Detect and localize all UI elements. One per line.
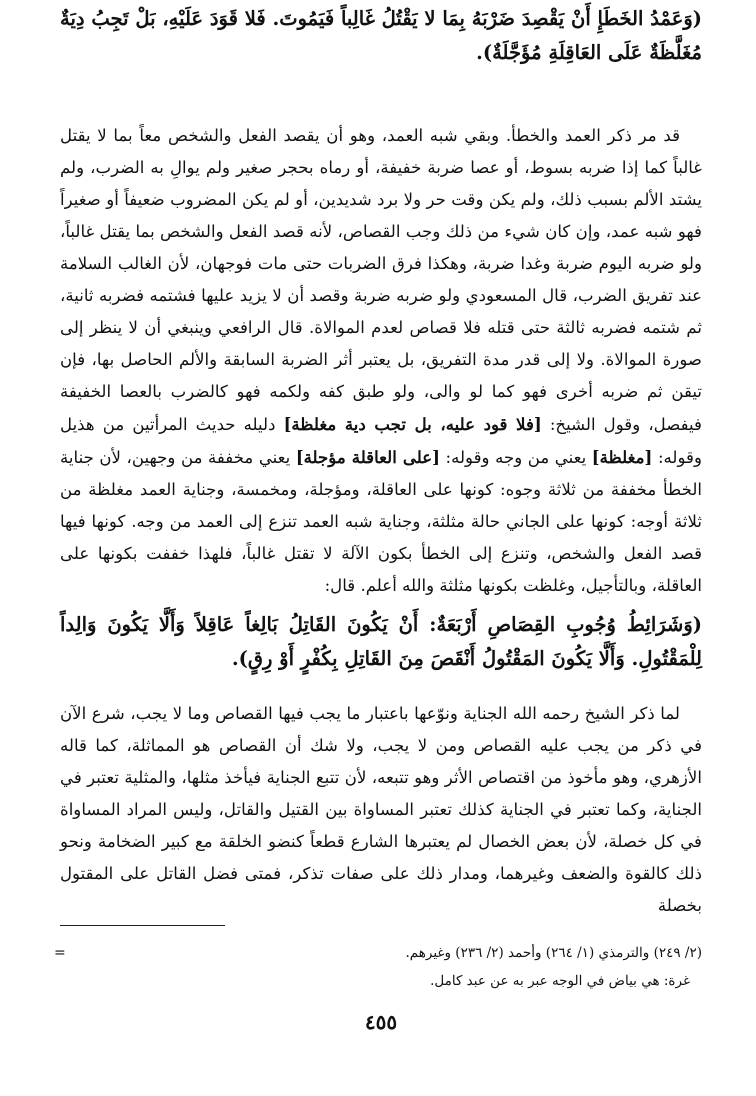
- commentary-text: دليله حديث المرأتين من هذيل وقوله:: [60, 415, 702, 467]
- page-number: ٤٥٥: [364, 1010, 398, 1034]
- quoted-matn: [على العاقلة مؤجلة]: [295, 447, 440, 467]
- commentary-paragraph-2: لما ذكر الشيخ رحمه الله الجناية ونوّعها باعتبار ما يجب فيها القصاص وما لا يجب، شرع الآن في ذكر من يجب عليه القصاص ومن لا يجب، ولا شك أن القصاص هو المماثلة، كما قاله الأزهري، وهو مأخوذ من اقتصاص الأثر وهو تتبعه، لأن تتبع الجناية فيأخذ مثلها، والمثلية تعتبر في الجناية، وكما تعتبر في الجناية كذلك تعتبر المساواة بين القتيل والقاتل، وليس المراد المساواة في كل خصلة، لأن بعض الخصال لم يعتبرها الشارع قطعاً كنضو الخلقة مع كبير الضخامة ونحو ذلك كالقوة والضعف وغيرهما، ومدار ذلك على صفات تذكر، فمتى فضل القاتل على المقتول بخصلة: [60, 704, 702, 915]
- footnote-text: (٢/ ٢٤٩) والترمذي (١/ ٢٦٤) وأحمد (٢/ ٢٣٦) وغيرهم.: [405, 945, 702, 961]
- footnote-separator: [60, 925, 225, 926]
- quoted-matn: [مغلظة]: [591, 447, 653, 467]
- footnote-line-2: غرة: هي بياض في الوجه عبر به عن عبد كامل.: [430, 973, 690, 989]
- matn-text-2: (وَشَرَائِطُ وُجُوبِ القِصَاصِ أَرْبَعَةٌ: أَنْ يَكُونَ القَاتِلُ بَالِغاً عَاقِلاً وَأَلَّا يَكُونَ وَالِداً لِلْمَقْتُولِ. وَأَلَّا يَكُونَ المَقْتُولُ أَنْقَصَ مِنَ القَاتِلِ بِكُفْرٍ أَوْ رِقٍ).: [60, 613, 702, 670]
- quoted-matn: [فلا قود عليه، بل تجب دية مغلظة]: [283, 414, 542, 434]
- commentary-text: قد مر ذكر العمد والخطأ. وبقي شبه العمد، وهو أن يقصد الفعل والشخص معاً بما لا يقتل غالباً كما إذا ضربه بسوط، أو عصا ضربة خفيفة، أو رماه بحجر صغير ولم يوالِ به الضرب، ولم يشتد الألم بسبب ذلك، ولم يكن وقت حر ولا برد شديدين، أو لم يكن المضروب ضعيفاً أو صغيراً فهو شبه عمد، وإن كان شيء من ذلك وجب القصاص، لأنه قصد الفعل والشخص بما يقتل غالباً، ولو ضربه اليوم ضربة وغدا ضربة، وهكذا فرق الضربات حتى مات فوجهان، لأن الغالب السلامة عند تفريق الضرب، قال المسعودي ولو ضربه ضربة وقصد أن لا يزيد عليها فشتمه فضربه ثانية، ثم شتمه فضربه ثالثة حتى قتله فلا قصاص لعدم الموالاة. قال الرافعي وينبغي أن لا ينظر إلى صورة الموالاة. ولا إلى قدر مدة التفريق، بل يعتبر أثر الضربة السابقة والألم الحاصل بها، فإن تيقن ثم ضربه أخرى فهو كما لو والى، ولو طبق كفه ولكمه فهو كالضرب بالعصا الخفيفة فيفصل، وقول الشيخ:: [60, 126, 702, 434]
- matn-text-1: (وَعَمْدُ الخَطَإِ أَنْ يَقْصِدَ ضَرْبَهُ بِمَا لا يَقْتُلُ غَالِباً فَيَمُوتَ. فَلا قَوَدَ عَلَيْهِ، بَلْ تَجِبُ دِيَةٌ مُغَلَّظَةٌ عَلَى العَاقِلَةِ مُؤَجَّلَةٌ).: [60, 7, 702, 64]
- page: [54, 0, 702, 1096]
- commentary-text: يعني مخففة من وجهين، لأن جناية الخطأ مخففة من ثلاثة وجوه: كونها على العاقلة، ومؤجلة، ومخمسة، وجناية العمد مغلظة من ثلاثة أوجه: كونها على الجاني حالة مثلثة، وجناية شبه العمد تنزع إلى العمد من وجه. كونها فيها قصد الفعل والشخص، وتنزع إلى الخطأ بكون الآلة لا تقتل غالباً، فلهذا خففت بكونها على العاقلة، وبالتأجيل، وغلظت بكونها مثلثة والله أعلم. قال:: [60, 448, 702, 595]
- footnote-continuation-marker: =: [54, 945, 66, 961]
- footnote-line-1: [54, 940, 702, 966]
- commentary-text: يعني من وجه وقوله:: [445, 448, 587, 467]
- commentary-paragraph-1: [60, 120, 702, 602]
